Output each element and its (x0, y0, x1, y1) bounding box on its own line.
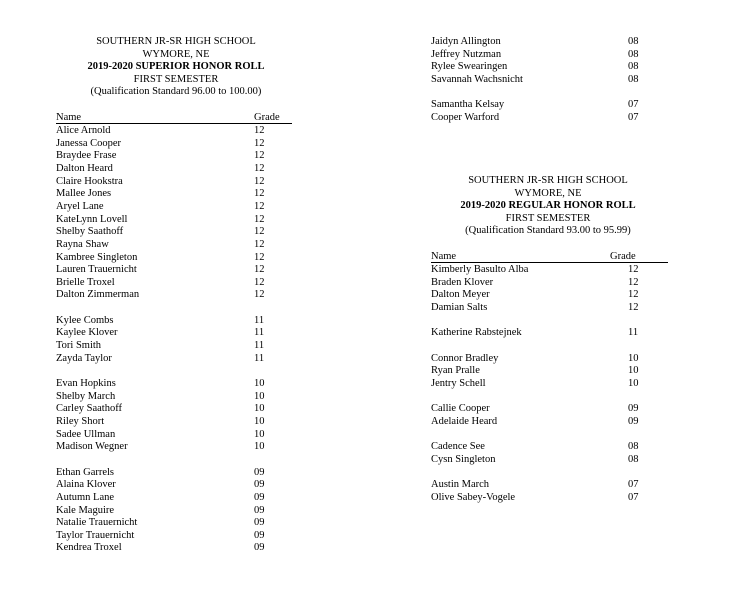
student-grade: 10 (254, 378, 265, 389)
superior-qualification: (Qualification Standard 96.00 to 100.00) (90, 86, 262, 97)
student-name: Rayna Shaw (56, 238, 109, 250)
student-name: Olive Sabey-Vogele (431, 491, 516, 503)
student-grade: 10 (254, 390, 265, 402)
superior-dotted-divider (56, 101, 300, 104)
student-name: Savannah Wachsnicht (431, 73, 523, 85)
student-name: Shelby March (56, 390, 116, 402)
student-grade: 12 (254, 188, 265, 200)
student-grade: 08 (628, 36, 639, 47)
student-grade: 11 (628, 327, 639, 339)
superior-header-name: Name (56, 112, 82, 123)
student-grade: 12 (254, 213, 265, 225)
student-grade: 09 (628, 415, 639, 427)
student-name: Sadee Ullman (56, 428, 116, 440)
student-name: Alaina Klover (56, 479, 116, 491)
student-grade: 09 (254, 542, 265, 554)
student-name: Shelby Saathoff (56, 226, 124, 238)
student-grade: 12 (254, 137, 265, 149)
student-name: Ryan Pralle (431, 365, 480, 377)
student-name: Adelaide Heard (431, 415, 498, 427)
student-grade: 10 (254, 441, 265, 453)
regular-semester: FIRST SEMESTER (505, 213, 591, 224)
student-name: Cysn Singleton (431, 453, 496, 465)
regular-school-name: SOUTHERN JR-SR HIGH SCHOOL (468, 175, 628, 186)
superior-semester: FIRST SEMESTER (133, 74, 219, 85)
student-grade: 09 (254, 479, 265, 491)
student-grade: 12 (254, 264, 265, 276)
student-grade: 10 (628, 377, 639, 389)
student-grade: 12 (254, 289, 265, 301)
student-name: Claire Hookstra (56, 175, 123, 187)
student-name: Taylor Trauernicht (56, 529, 135, 541)
student-name: Dalton Heard (56, 162, 113, 174)
student-grade: 12 (628, 276, 639, 288)
student-grade: 12 (628, 264, 639, 275)
student-name: Madison Wegner (56, 441, 128, 453)
student-grade: 12 (254, 251, 265, 263)
superior-header-rule (56, 123, 292, 124)
student-name: Riley Short (56, 415, 105, 427)
student-grade: 12 (254, 175, 265, 187)
student-grade: 09 (254, 466, 265, 478)
student-grade: 09 (254, 529, 265, 541)
student-grade: 08 (628, 441, 639, 453)
regular-dotted-divider (430, 240, 674, 243)
student-grade: 12 (254, 200, 265, 212)
student-grade: 12 (254, 150, 265, 162)
student-grade: 09 (254, 517, 265, 529)
student-name: Jaidyn Allington (431, 36, 501, 47)
student-grade: 11 (254, 314, 265, 326)
superior-town: WYMORE, NE (142, 49, 210, 60)
student-grade: 09 (254, 504, 265, 516)
student-name: Aryel Lane (56, 200, 104, 212)
student-grade: 08 (628, 61, 639, 73)
student-grade: 09 (254, 491, 265, 503)
student-name: Katherine Rabstejnek (431, 327, 522, 339)
student-name: Cooper Warford (431, 111, 500, 123)
student-grade: 11 (254, 327, 265, 339)
student-name: Carley Saathoff (56, 403, 122, 415)
student-name: Alice Arnold (56, 125, 111, 136)
student-grade: 10 (254, 428, 265, 440)
student-name: Natalie Trauernicht (56, 517, 138, 529)
student-name: Cadence See (431, 441, 485, 453)
student-name: Dalton Meyer (431, 289, 490, 301)
superior-school-name: SOUTHERN JR-SR HIGH SCHOOL (96, 36, 256, 47)
student-grade: 12 (254, 125, 265, 136)
student-name: Austin March (431, 479, 490, 491)
student-name: Autumn Lane (56, 491, 115, 503)
student-grade: 08 (628, 73, 639, 85)
superior-title: 2019-2020 SUPERIOR HONOR ROLL (87, 61, 265, 72)
student-grade: 12 (254, 162, 265, 174)
student-name: Janessa Cooper (56, 137, 122, 149)
student-grade: 10 (254, 403, 265, 415)
student-grade: 07 (628, 479, 639, 491)
regular-town: WYMORE, NE (514, 188, 582, 199)
regular-title: 2019-2020 REGULAR HONOR ROLL (460, 200, 636, 211)
student-grade: 11 (254, 340, 265, 352)
student-name: Rylee Swearingen (431, 61, 508, 73)
student-name: Tori Smith (56, 340, 102, 352)
student-name: Samantha Kelsay (431, 99, 505, 111)
student-name: KateLynn Lovell (56, 213, 128, 225)
student-name: Kambree Singleton (56, 251, 138, 263)
student-grade: 08 (628, 453, 639, 465)
student-grade: 10 (628, 365, 639, 377)
student-name: Kaylee Klover (56, 327, 118, 339)
student-grade: 12 (254, 226, 265, 238)
student-name: Jeffrey Nutzman (431, 48, 502, 60)
student-name: Braden Klover (431, 276, 494, 288)
student-name: Mallee Jones (56, 188, 112, 200)
student-grade: 10 (254, 415, 265, 427)
student-grade: 07 (628, 99, 639, 111)
student-grade: 08 (628, 48, 639, 60)
student-grade: 09 (628, 403, 639, 415)
student-grade: 10 (628, 352, 639, 364)
student-name: Lauren Trauernicht (56, 264, 137, 276)
student-name: Evan Hopkins (56, 378, 116, 389)
student-grade: 12 (628, 289, 639, 301)
regular-header-name: Name (431, 251, 457, 262)
student-grade: 12 (254, 276, 265, 288)
student-grade: 12 (254, 238, 265, 250)
student-name: Dalton Zimmerman (56, 289, 140, 301)
superior-header-grade: Grade (254, 112, 280, 123)
regular-header-rule (431, 262, 668, 263)
student-grade: 07 (628, 111, 639, 123)
student-name: Kylee Combs (56, 314, 114, 326)
student-name: Kendrea Troxel (56, 542, 122, 554)
regular-header-grade: Grade (610, 251, 636, 262)
student-name: Braydee Frase (56, 150, 117, 162)
student-name: Kale Maguire (56, 504, 115, 516)
student-name: Damian Salts (431, 301, 488, 313)
student-name: Connor Bradley (431, 352, 499, 364)
student-name: Kimberly Basulto Alba (431, 264, 529, 275)
student-grade: 07 (628, 491, 639, 503)
regular-qualification: (Qualification Standard 93.00 to 95.99) (465, 225, 631, 236)
student-grade: 11 (254, 352, 265, 364)
student-name: Callie Cooper (431, 403, 490, 415)
student-grade: 12 (628, 301, 639, 313)
student-name: Zayda Taylor (56, 352, 112, 364)
student-name: Brielle Troxel (56, 276, 115, 288)
student-name: Ethan Garrels (56, 466, 115, 478)
student-name: Jentry Schell (431, 377, 486, 389)
